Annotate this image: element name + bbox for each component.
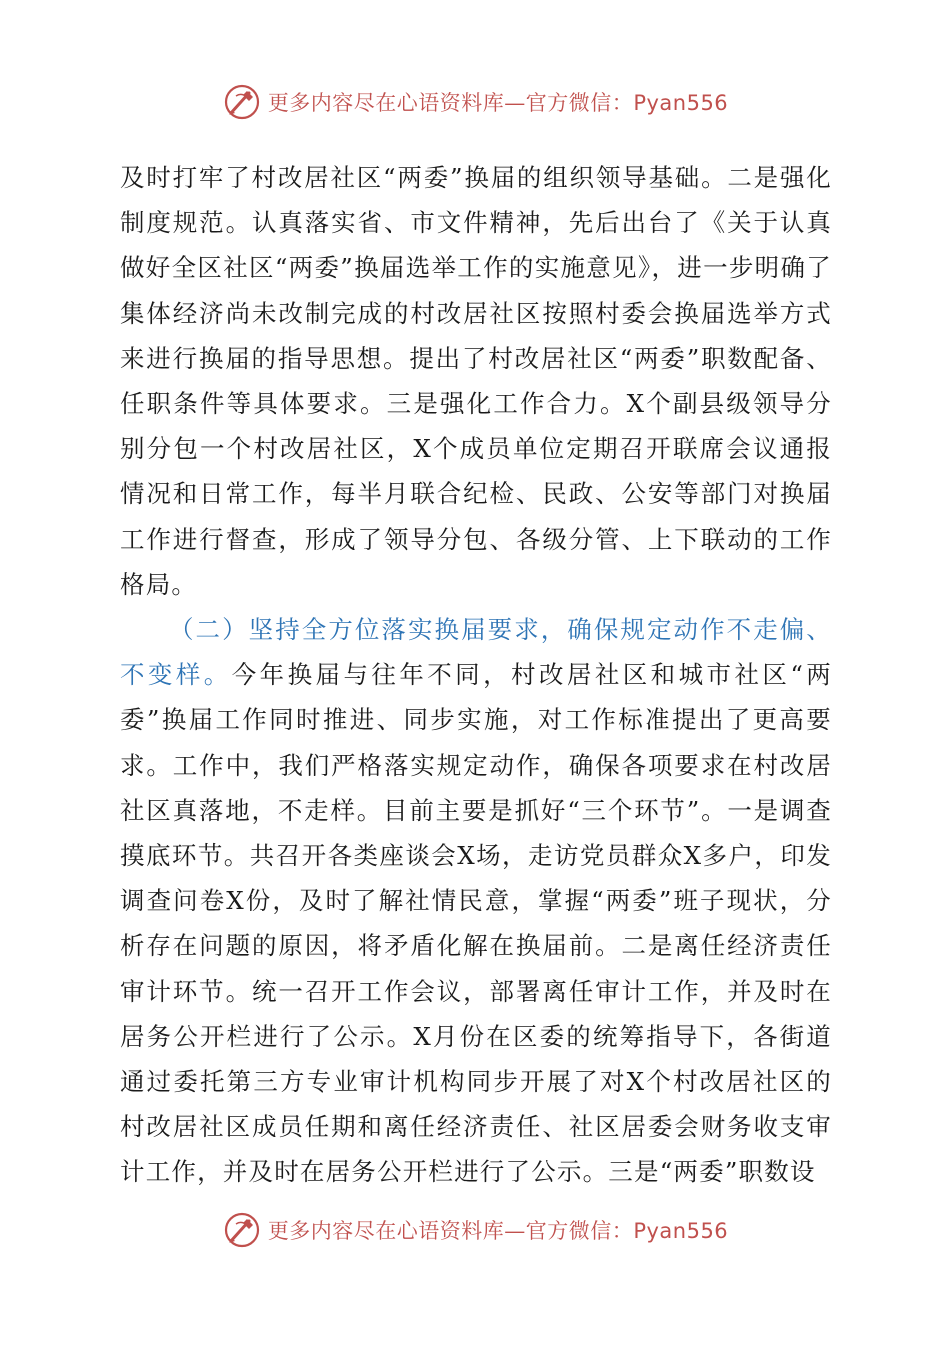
header-wechat-id: Pyan556 xyxy=(633,91,729,115)
footer-wechat-id: Pyan556 xyxy=(633,1219,729,1243)
document-body xyxy=(120,155,832,1195)
footer-banner xyxy=(0,1208,950,1252)
header-banner-text: 更多内容尽在心语资料库—官方微信：Pyan556 xyxy=(267,91,729,115)
footer-banner-text: 更多内容尽在心语资料库—官方微信：Pyan556 xyxy=(267,1219,729,1243)
pen-logo-icon xyxy=(222,82,262,122)
body-paragraph-2-text: 今年换届与往年不同，村改居社区和城市社区“两委”换届工作同时推进、同步实施，对工作标准提出了更高要求。工作中，我们严格落实规定动作，确保各项要求在村改居社区真落地，不走样。目前主要是抓好“三个环节”。一是调查摸底环节。共召开各类座谈会X场，走访党员群众X多户，印发调查问卷X份，及时了解社情民意，掌握“两委”班子现状，分析存在问题的原因，将矛盾化解在换届前。二是离任经济责任审计环节。统一召开工作会议，部署离任审计工作，并及时在居务公开栏进行了公示。X月份在区委的统筹指导下，各街道通过委托第三方专业审计机构同步开展了对X个村改居社区的村改居社区成员任期和离任经济责任、社区居委会财务收支审计工作，并及时在居务公开栏进行了公示。三是“两委”职数设 xyxy=(120,660,832,1187)
pen-logo-icon xyxy=(222,1210,262,1250)
header-banner xyxy=(0,80,950,124)
section-heading-2: （二）坚持全方位落实换届要求，确保规定动作不走偏、不变样。 xyxy=(120,615,832,690)
body-paragraph-1: 及时打牢了村改居社区“两委”换届的组织领导基础。二是强化制度规范。认真落实省、市文件精神，先后出台了《关于认真做好全区社区“两委”换届选举工作的实施意见》，进一步明确了集体经济尚未改制完成的村改居社区按照村委会换届选举方式来进行换届的指导思想。提出了村改居社区“两委”职数配备、任职条件等具体要求。三是强化工作合力。X个副县级领导分别分包一个村改居社区，X个成员单位定期召开联席会议通报情况和日常工作，每半月联合纪检、民政、公安等部门对换届工作进行督查，形成了领导分包、各级分管、上下联动的工作格局。 xyxy=(120,163,832,599)
body-paragraph-2 xyxy=(120,607,832,1195)
